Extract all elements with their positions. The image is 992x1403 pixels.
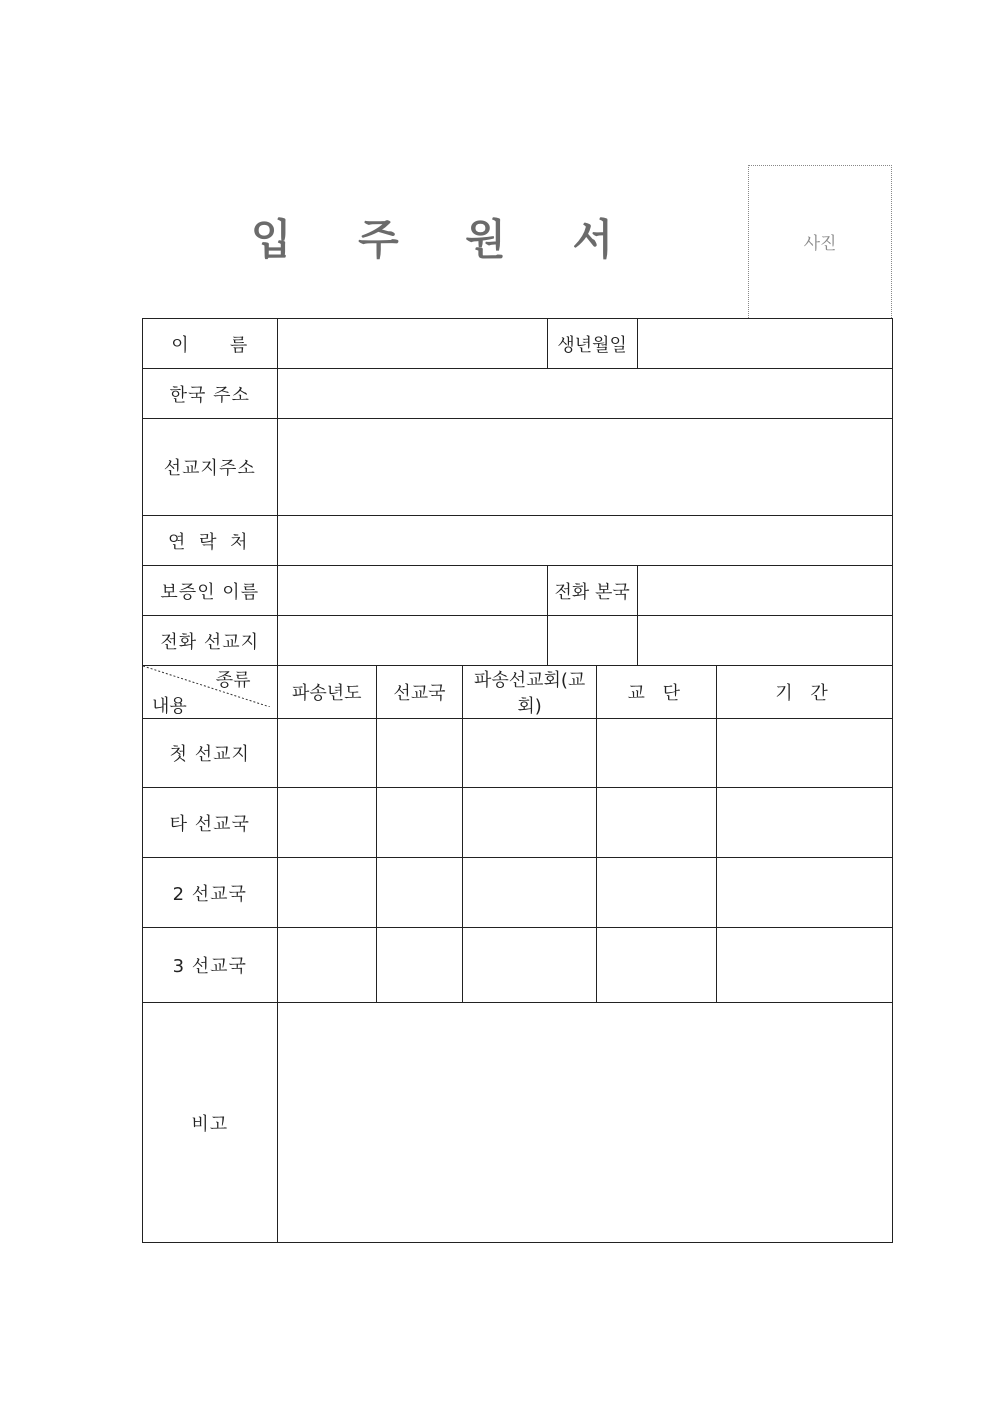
phone-home-label: 전화 본국 [547, 566, 637, 616]
history-row [143, 858, 893, 928]
document-title: 입 주 원 서 [250, 215, 640, 264]
row-remarks [143, 1003, 893, 1243]
period-cell[interactable] [717, 719, 893, 788]
photo-label: 사진 [803, 233, 837, 254]
mission-address-field[interactable] [277, 419, 892, 516]
row-name [143, 319, 893, 369]
korea-address-label: 한국 주소 [143, 369, 278, 419]
row-mission-address [143, 419, 893, 516]
col-header-mission-country: 선교국 [377, 666, 463, 719]
diag-top-label: 종류 [215, 670, 251, 691]
dispatch-year-cell[interactable] [277, 788, 377, 858]
row-korea-address [143, 369, 893, 419]
mission-country-cell[interactable] [377, 928, 463, 1003]
history-header-row [143, 666, 893, 719]
history-row-label: 2 선교국 [143, 858, 278, 928]
phone-mission-field-2[interactable] [547, 616, 637, 666]
dispatch-year-cell[interactable] [277, 719, 377, 788]
history-row [143, 928, 893, 1003]
remarks-field[interactable] [277, 1003, 892, 1243]
guarantor-name-label: 보증인 이름 [143, 566, 278, 616]
period-cell[interactable] [717, 788, 893, 858]
birthdate-label: 생년월일 [547, 319, 637, 369]
sending-org-cell[interactable] [462, 719, 597, 788]
denomination-cell[interactable] [597, 858, 717, 928]
birthdate-field[interactable] [637, 319, 892, 369]
diag-bottom-label: 내용 [152, 696, 187, 717]
guarantor-name-field[interactable] [277, 566, 547, 616]
history-row-label: 첫 선교지 [143, 719, 278, 788]
sending-org-cell[interactable] [462, 858, 597, 928]
phone-mission-field-1[interactable] [277, 616, 547, 666]
phone-mission-label: 전화 선교지 [143, 616, 278, 666]
col-header-dispatch-year: 파송년도 [277, 666, 377, 719]
sending-org-cell[interactable] [462, 928, 597, 1003]
mission-country-cell[interactable] [377, 788, 463, 858]
col-header-denomination: 교 단 [597, 666, 717, 719]
row-guarantor [143, 566, 893, 616]
remarks-label: 비고 [143, 1003, 278, 1243]
contact-field[interactable] [277, 516, 892, 566]
diagonal-header-cell [143, 666, 278, 719]
name-label: 이 름 [143, 319, 278, 369]
row-phone-mission [143, 616, 893, 666]
denomination-cell[interactable] [597, 719, 717, 788]
mission-country-cell[interactable] [377, 858, 463, 928]
korea-address-field[interactable] [277, 369, 892, 419]
denomination-cell[interactable] [597, 928, 717, 1003]
dispatch-year-cell[interactable] [277, 858, 377, 928]
name-field[interactable] [277, 319, 547, 369]
denomination-cell[interactable] [597, 788, 717, 858]
dispatch-year-cell[interactable] [277, 928, 377, 1003]
phone-home-field[interactable] [637, 566, 892, 616]
mission-country-cell[interactable] [377, 719, 463, 788]
contact-label: 연 락 처 [143, 516, 278, 566]
photo-box[interactable] [748, 165, 892, 318]
row-contact [143, 516, 893, 566]
period-cell[interactable] [717, 928, 893, 1003]
col-header-sending-org: 파송선교회(교회) [462, 666, 597, 719]
phone-mission-field-3[interactable] [637, 616, 892, 666]
col-header-period: 기 간 [717, 666, 893, 719]
history-row [143, 719, 893, 788]
application-form-table [142, 318, 893, 1243]
sending-org-cell[interactable] [462, 788, 597, 858]
history-row-label: 3 선교국 [143, 928, 278, 1003]
history-row-label: 타 선교국 [143, 788, 278, 858]
period-cell[interactable] [717, 858, 893, 928]
mission-address-label: 선교지주소 [143, 419, 278, 516]
history-row [143, 788, 893, 858]
